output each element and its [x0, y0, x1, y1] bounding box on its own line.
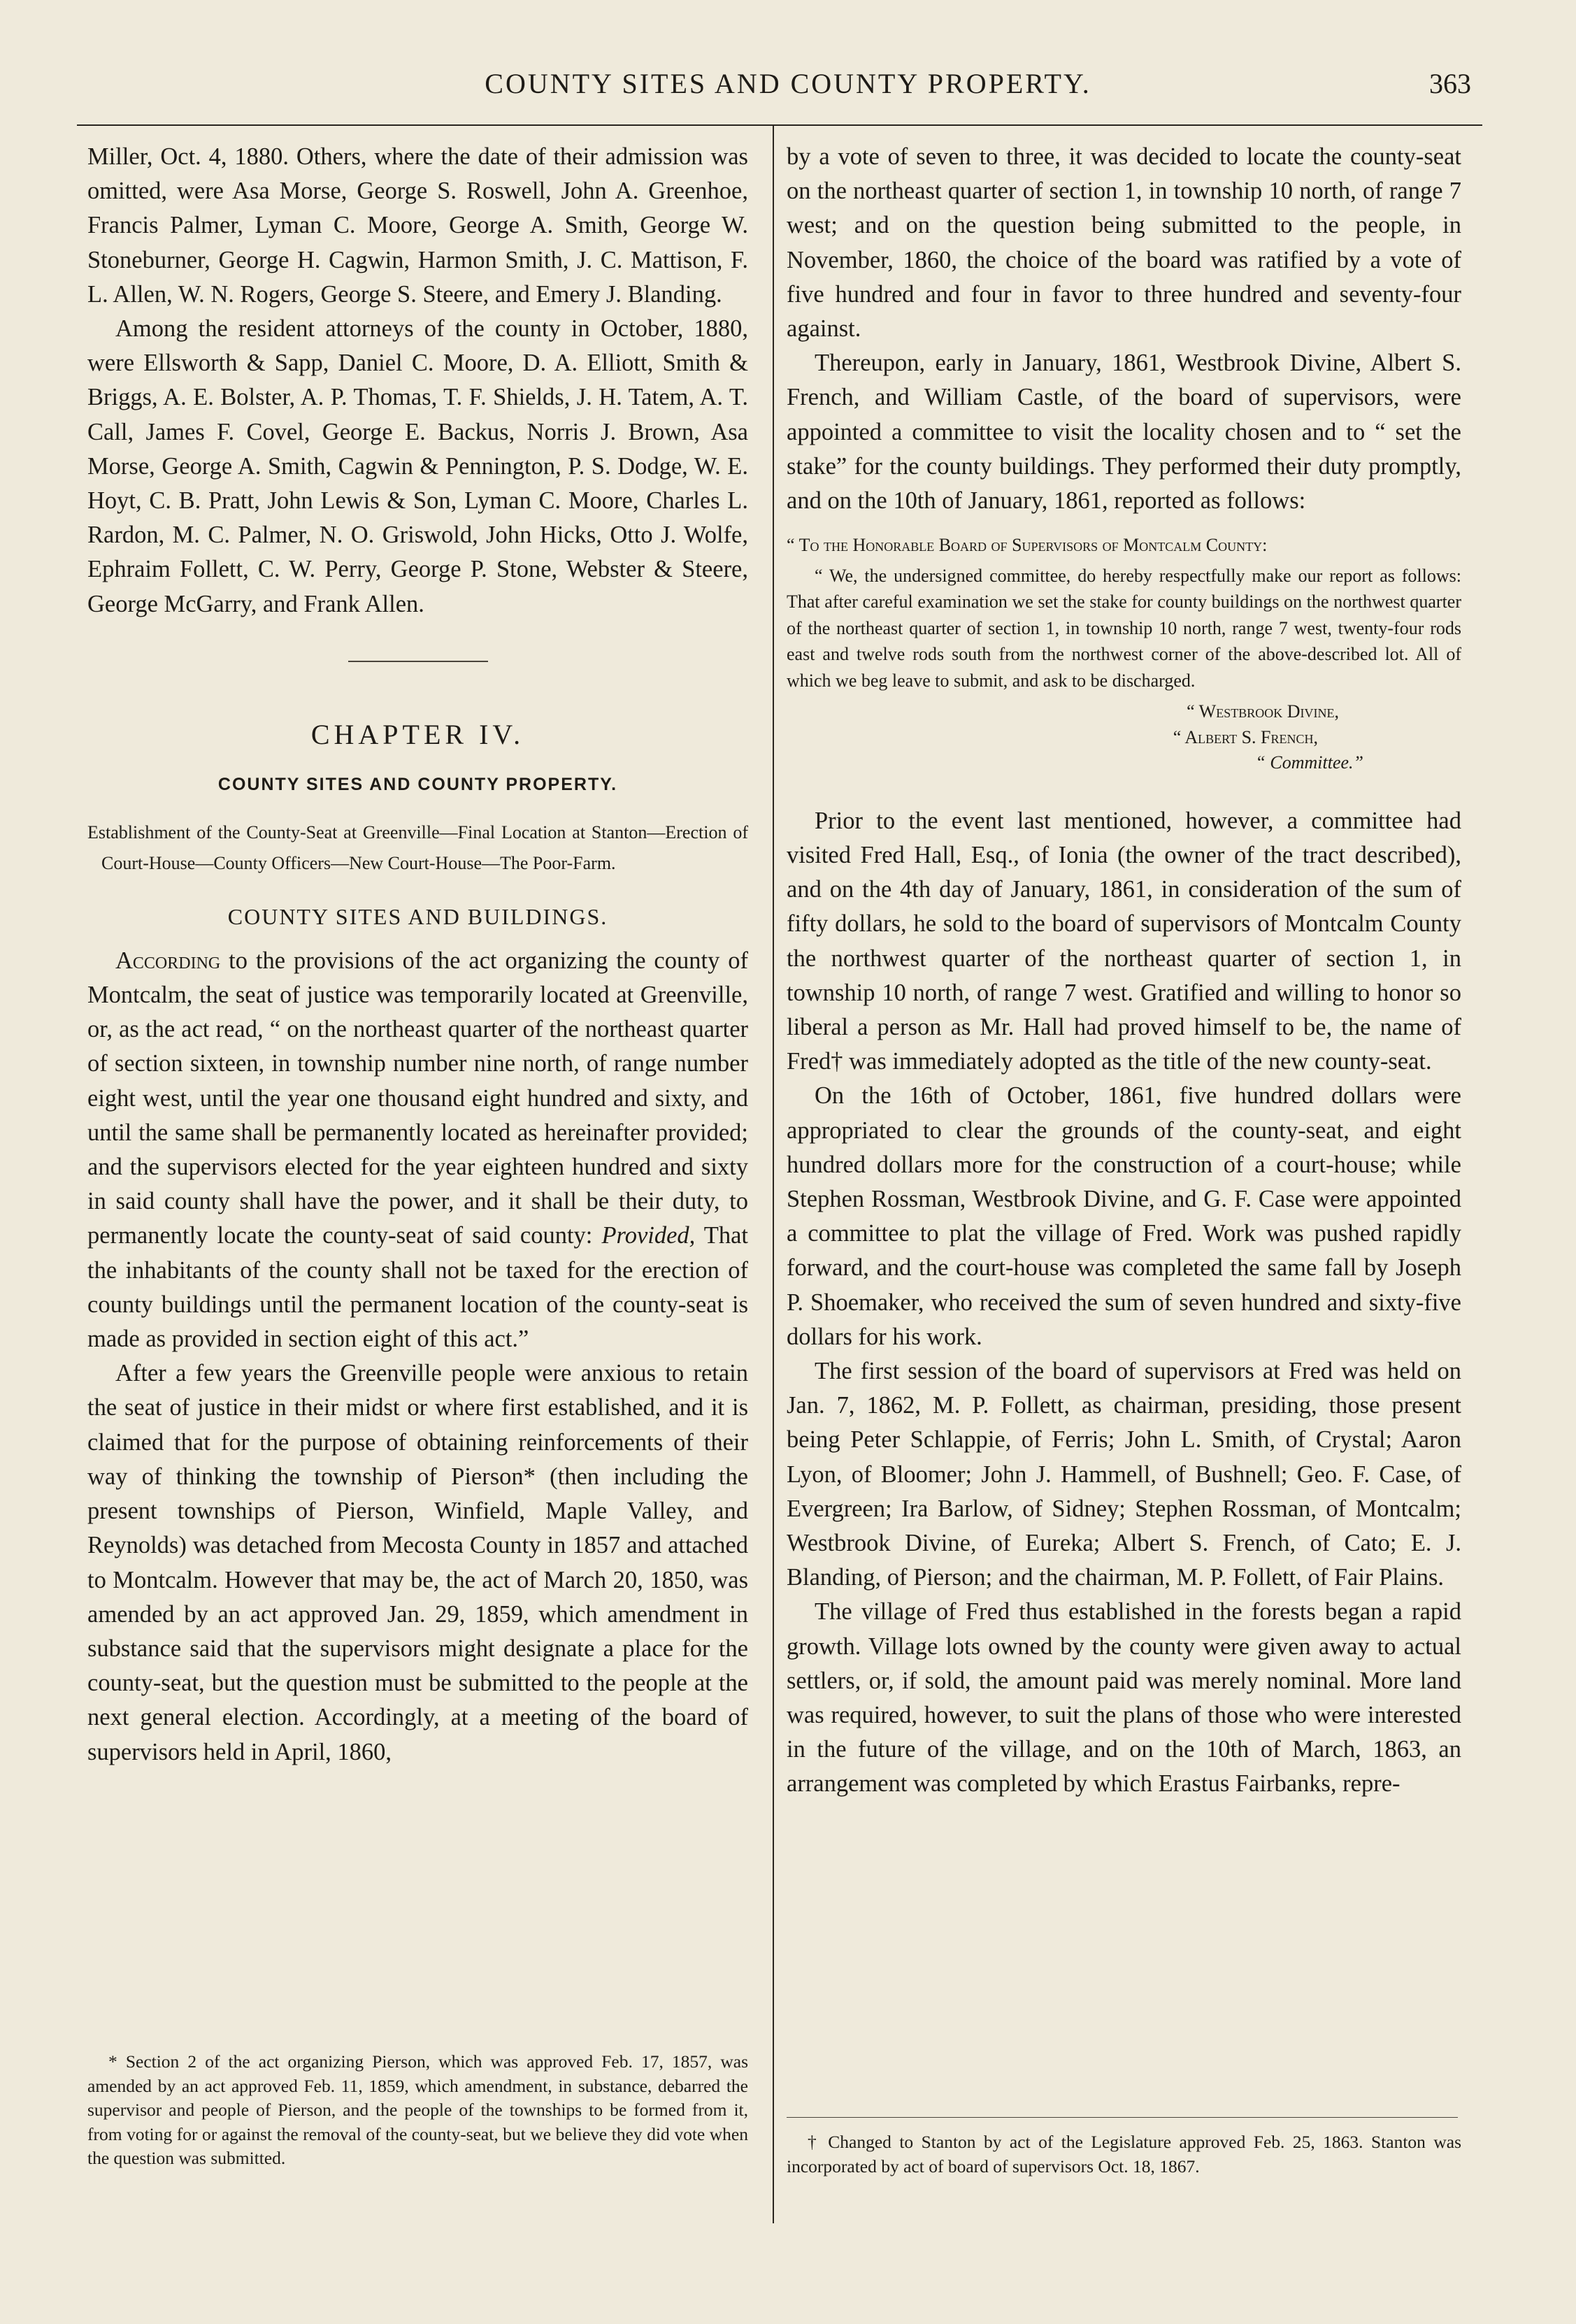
left-paragraph-2: Among the resident attorneys of the county in October, 1880, were Ellsworth & Sapp, Daniel C. Moore, D. A. Elliott, Smith & Briggs, A. E. Bolster, A. P. Thomas, T. F. Shields, J. H. Tatem, A. T. Call, James F. Covel, George E. Backus, Norris J. Brown, Asa Morse, George A. Smith, Cagwin & Pennington, P. S. Dodge, W. E. Hoyt, C. B. Pratt, John Lewis & Son, Lyman C. Moore, Charles L. Rardon, M. C. Palmer, N. O. Griswold, John Hicks, Otto J. Wolfe, Ephraim Follett, C. W. Perry, George P. Stone, Webster & Steere, George McGarry, and Frank Allen. — [87, 315, 748, 617]
report-salutation: “ To the Honorable Board of Supervisors of Montcalm County: — [787, 535, 1268, 556]
left-paragraph-3-part-a: to the provisions of the act organizing the county of Montcalm, the seat of justice was temporarily located at Greenville, or, as the act read, “ on the northeast quarter of the northeast quarter of section sixteen, in township number nine north, of range number eight west, until the year one thousand eight hundred and sixty, and until the same shall be permanently located as hereinafter provided; and the supervisors elected for the year eighteen hundred and sixty in said county shall have the power, and it shall be their duty, to permanently locate the county-seat of said county: — [87, 947, 748, 1249]
running-title: COUNTY SITES AND COUNTY PROPERTY. — [485, 68, 1091, 99]
column-divider — [773, 126, 774, 2223]
lead-word: According — [115, 947, 221, 974]
right-paragraph-5: The first session of the board of supervisors at Fred was held on Jan. 7, 1862, M. P. Follett, as chairman, presiding, those present being Peter Schlappie, of Ferris; John L. Smith, of Crystal; Aaron Lyon, of Bloomer; John J. Hammell, of Bushnell; Geo. F. Case, of Evergreen; Ira Barlow, of Sidney; Stephen Rossman, of Montcalm; Westbrook Divine, of Eureka; Albert S. French, of Cato; E. J. Blanding, of Pierson; and the chairman, M. P. Follett, of Fair Plains. — [787, 1357, 1461, 1591]
report-signatures — [787, 699, 1461, 776]
report-body: “ We, the undersigned committee, do hereby respectfully make our report as follows: That after careful examination we set the stake for county buildings on the northwest quarter of the northeast quarter of section 1, in township 10 north, range 7 west, twenty-four rods east and twelve rods south from the northwest corner of the above-described lot. All of which we beg leave to submit, and ask to be discharged. — [787, 565, 1461, 691]
running-head — [0, 67, 1576, 109]
section-divider-rule — [348, 661, 488, 662]
header-rule — [77, 124, 1482, 126]
signature-divine: “ Westbrook Divine, — [1187, 701, 1339, 722]
footnote-rule — [787, 2117, 1458, 2118]
signature-committee: “ Committee.” — [1255, 752, 1363, 773]
right-paragraph-6: The village of Fred thus established in the forests began a rapid growth. Village lots owned by the county were given away to actual settlers, or, if sold, the amount paid was merely nominal. More land was required, however, to suit the plans of those who were interested in the future of the village, and on the 10th of March, 1863, an arrangement was completed by which Erastus Fairbanks, repre- — [787, 1598, 1461, 1798]
right-paragraph-2: Thereupon, early in January, 1861, Westbrook Divine, Albert S. French, and William Castle, of the board of supervisors, were appointed a committee to visit the locality chosen and to “ set the stake” for the county buildings. They performed their duty promptly, and on the 10th of January, 1861, reported as follows: — [787, 350, 1461, 515]
right-footnote-text: † Changed to Stanton by act of the Legislature approved Feb. 25, 1863. Stanton was incorporated by act of board of supervisors Oct. 18, 1867. — [787, 2132, 1461, 2176]
right-column — [787, 140, 1461, 1802]
left-paragraph-3-part-b: That the inhabitants of the county shall not be taxed for the erection of county buildings until the permanent location of the county-seat is made as provided in section eight of this act.” — [87, 1222, 748, 1353]
right-paragraph-1: by a vote of seven to three, it was decided to locate the county-seat on the northeast quarter of section 1, in township 10 north, of range 7 west; and on the question being submitted to the people, in November, 1860, the choice of the board was ratified by a vote of five hundred and four in favor to three hundred and seventy-four against. — [787, 143, 1461, 343]
left-paragraph-3 — [87, 944, 748, 1356]
left-paragraph-4: After a few years the Greenville people were anxious to retain the seat of justice in their midst or where first established, and it is claimed that for the purpose of obtaining reinforcements of their way of thinking the township of Pierson* (then including the present townships of Pierson, Winfield, Maple Valley, and Reynolds) was detached from Mecosta County in 1857 and attached to Montcalm. However that may be, the act of March 20, 1850, was amended by an act approved Jan. 29, 1859, which amendment in substance said that the supervisors might designate a place for the county-seat, but the question must be submitted to the people at the next general election. Accordingly, at a meeting of the board of supervisors held in April, 1860, — [87, 1360, 748, 1765]
right-footnote — [787, 2117, 1461, 2179]
chapter-title: CHAPTER IV. — [310, 718, 525, 750]
left-paragraph-1: Miller, Oct. 4, 1880. Others, where the date of their admission was omitted, were Asa Morse, George S. Roswell, John A. Greenhoe, Francis Palmer, Lyman C. Moore, George A. Smith, George W. Stoneburner, George H. Cagwin, Harmon Smith, J. C. Mattison, F. L. Allen, W. N. Rogers, George S. Steere, and Emery J. Blanding. — [87, 143, 748, 308]
right-paragraph-4: On the 16th of October, 1861, five hundred dollars were appropriated to clear the grounds of the county-seat, and eight hundred dollars more for the construction of a court-house; while Stephen Rossman, Westbrook Divine, and G. F. Case were appointed a committee to plat the village of Fred. Work was pushed rapidly forward, and the court-house was completed the same fall by Joseph P. Shoemaker, who received the sum of seven hundred and sixty-five dollars for his work. — [787, 1082, 1461, 1350]
page-number: 363 — [1429, 68, 1471, 99]
left-footnote-text: * Section 2 of the act organizing Pierson, which was approved Feb. 17, 1857, was amended by an act approved Feb. 11, 1859, which amendment, in substance, debarred the supervisor and people of Pierson, and the people of the townships to be formed from it, from voting for or against the removal of the county-seat, but we believe they did vote when the question was submitted. — [87, 2051, 748, 2168]
signature-french: “ Albert S. French, — [1173, 726, 1318, 747]
left-paragraph-3-italic: Provided, — [601, 1222, 696, 1249]
left-footnote — [87, 2050, 748, 2171]
chapter-subtitle: COUNTY SITES AND COUNTY PROPERTY. — [217, 774, 618, 794]
committee-report — [787, 532, 1461, 694]
left-column — [87, 140, 748, 1770]
section-heading: COUNTY SITES AND BUILDINGS. — [227, 903, 608, 929]
chapter-synopsis: Establishment of the County-Seat at Greenville—Final Location at Stanton—Erection of Court-House—County Officers—New Court-House—The Poor-Farm. — [87, 822, 748, 873]
right-paragraph-3: Prior to the event last mentioned, however, a committee had visited Fred Hall, Esq., of Ionia (the owner of the tract described), and on the 4th day of January, 1861, in consideration of the sum of fifty dollars, he sold to the board of supervisors of Montcalm County the northwest quarter of the northeast quarter of section 1, in township 10 north, of range 7 west. Gratified and willing to honor so liberal a person as Mr. Hall had proved himself to be, the name of Fred† was immediately adopted as the title of the new county-seat. — [787, 807, 1461, 1075]
